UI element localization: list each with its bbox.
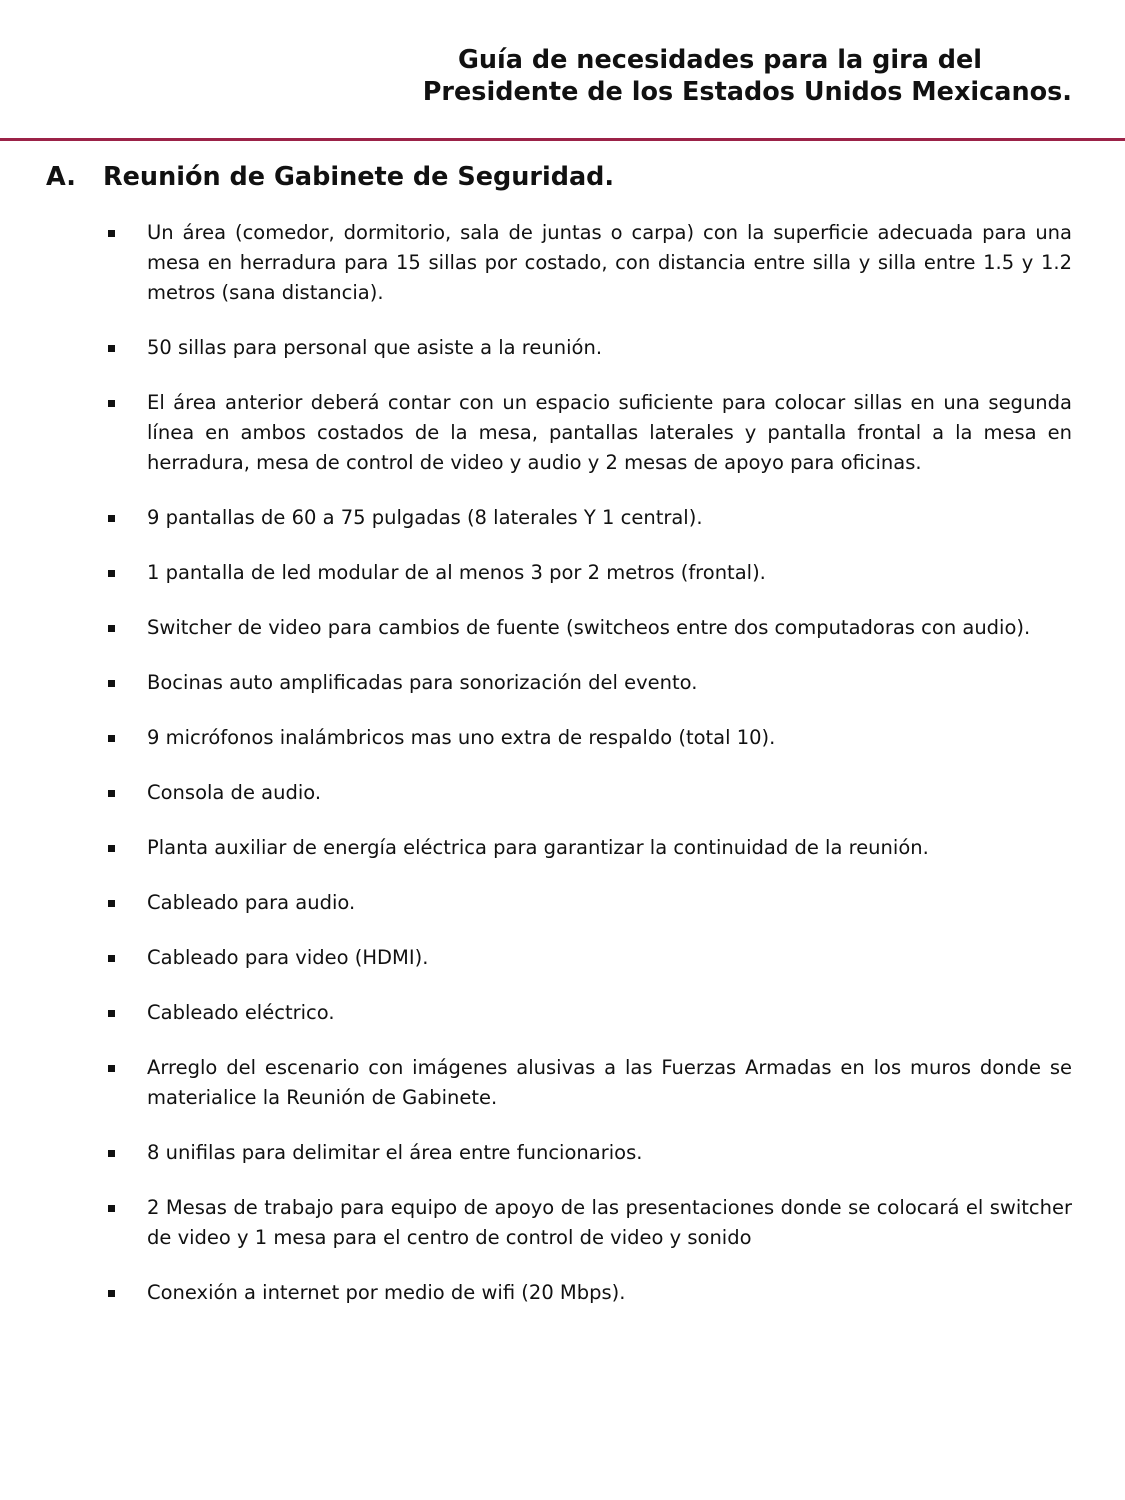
requirements-list xyxy=(105,218,1072,1333)
list-item-text: Switcher de video para cambios de fuente (switcheos entre dos computadoras con audio). xyxy=(147,616,1031,639)
list-item-text: 9 pantallas de 60 a 75 pulgadas (8 laterales Y 1 central). xyxy=(147,506,703,529)
section-letter: A. xyxy=(46,162,76,192)
list-item xyxy=(105,1053,1072,1113)
square-bullet-icon xyxy=(108,735,115,742)
square-bullet-icon xyxy=(108,1290,115,1297)
list-item xyxy=(105,1193,1072,1253)
list-item xyxy=(105,833,1072,863)
header-title-line-1: Guía de necesidades para la gira del xyxy=(457,45,983,75)
square-bullet-icon xyxy=(108,845,115,852)
header-divider xyxy=(0,138,1125,141)
list-item-text: El área anterior deberá contar con un espacio suficiente para colocar sillas en una segunda línea en ambos costados de la mesa, pantallas laterales y pantalla frontal a la mesa en herradura, mesa de control de video y audio y 2 mesas de apoyo para oficinas. xyxy=(147,391,1072,474)
list-item xyxy=(105,1138,1072,1168)
square-bullet-icon xyxy=(108,570,115,577)
list-item xyxy=(105,333,1072,363)
list-item-text: 9 micrófonos inalámbricos mas uno extra de respaldo (total 10). xyxy=(147,726,776,749)
list-item-text: Consola de audio. xyxy=(147,781,322,804)
square-bullet-icon xyxy=(108,900,115,907)
list-item xyxy=(105,388,1072,478)
list-item-text: Un área (comedor, dormitorio, sala de juntas o carpa) con la superficie adecuada para una mesa en herradura para 15 sillas por costado, con distancia entre silla y silla entre 1.5 y 1.2 metros (sana distancia). xyxy=(147,221,1072,304)
list-item-text: Arreglo del escenario con imágenes alusivas a las Fuerzas Armadas en los muros donde se materialice la Reunión de Gabinete. xyxy=(147,1056,1072,1109)
list-item-text: Bocinas auto amplificadas para sonorización del evento. xyxy=(147,671,698,694)
section-title: Reunión de Gabinete de Seguridad. xyxy=(103,162,615,192)
list-item xyxy=(105,503,1072,533)
list-item xyxy=(105,613,1072,643)
list-item xyxy=(105,888,1072,918)
list-item xyxy=(105,668,1072,698)
list-item xyxy=(105,943,1072,973)
square-bullet-icon xyxy=(108,625,115,632)
list-item-text: Conexión a internet por medio de wifi (20 Mbps). xyxy=(147,1281,626,1304)
square-bullet-icon xyxy=(108,345,115,352)
square-bullet-icon xyxy=(108,400,115,407)
list-item xyxy=(105,723,1072,753)
header-title-line-2: Presidente de los Estados Unidos Mexicanos. xyxy=(422,77,1072,107)
list-item xyxy=(105,778,1072,808)
document-header xyxy=(370,44,1070,108)
square-bullet-icon xyxy=(108,1150,115,1157)
list-item xyxy=(105,1278,1072,1308)
list-item xyxy=(105,558,1072,588)
list-item-text: Planta auxiliar de energía eléctrica para garantizar la continuidad de la reunión. xyxy=(147,836,929,859)
square-bullet-icon xyxy=(108,1065,115,1072)
list-item-text: 50 sillas para personal que asiste a la reunión. xyxy=(147,336,603,359)
list-item-text: Cableado para video (HDMI). xyxy=(147,946,429,969)
square-bullet-icon xyxy=(108,515,115,522)
square-bullet-icon xyxy=(108,1205,115,1212)
list-item xyxy=(105,218,1072,308)
square-bullet-icon xyxy=(108,230,115,237)
list-item xyxy=(105,998,1072,1028)
square-bullet-icon xyxy=(108,1010,115,1017)
square-bullet-icon xyxy=(108,955,115,962)
list-item-text: Cableado para audio. xyxy=(147,891,356,914)
list-item-text: Cableado eléctrico. xyxy=(147,1001,335,1024)
square-bullet-icon xyxy=(108,680,115,687)
list-item-text: 2 Mesas de trabajo para equipo de apoyo de las presentaciones donde se colocará el switcher de video y 1 mesa para el centro de control de video y sonido xyxy=(147,1196,1072,1249)
square-bullet-icon xyxy=(108,790,115,797)
section-heading xyxy=(46,160,614,194)
list-item-text: 1 pantalla de led modular de al menos 3 por 2 metros (frontal). xyxy=(147,561,766,584)
list-item-text: 8 unifilas para delimitar el área entre funcionarios. xyxy=(147,1141,643,1164)
